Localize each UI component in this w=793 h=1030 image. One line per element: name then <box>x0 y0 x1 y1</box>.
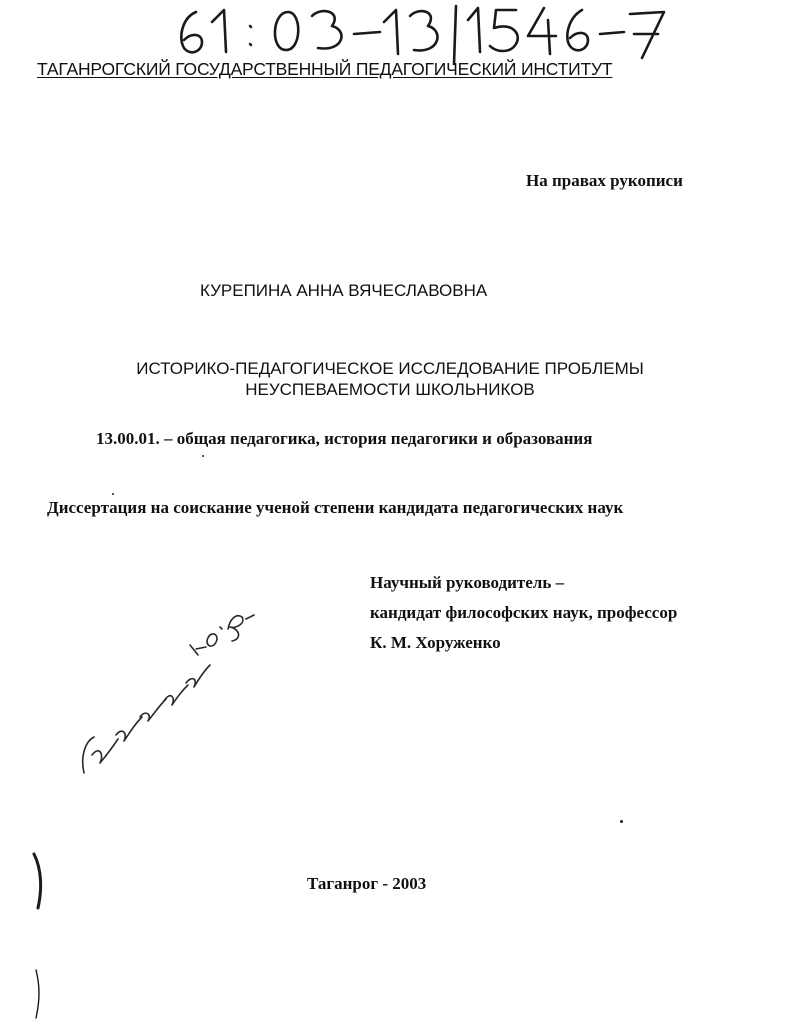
handwritten-archive-code <box>172 4 672 66</box>
scan-speck <box>202 455 204 457</box>
rights-note: На правах рукописи <box>526 171 683 190</box>
advisor-name: К. М. Хоруженко <box>370 633 501 652</box>
advisor-role: Научный руководитель – <box>370 573 565 592</box>
handwritten-signature <box>70 605 260 785</box>
institute-name: ТАГАНРОГСКИЙ ГОСУДАРСТВЕННЫЙ ПЕДАГОГИЧЕСКИЙ ИНСТИТУТ <box>37 59 613 79</box>
author-name: КУРЕПИНА АННА ВЯЧЕСЛАВОВНА <box>200 281 488 300</box>
scan-speck <box>620 820 623 823</box>
city-year: Таганрог - 2003 <box>307 874 427 893</box>
degree-statement: Диссертация на соискание ученой степени кандидата педагогических наук <box>47 498 624 517</box>
margin-scan-mark <box>28 850 50 1025</box>
dissertation-title <box>60 358 720 400</box>
title-line-1: ИСТОРИКО-ПЕДАГОГИЧЕСКОЕ ИССЛЕДОВАНИЕ ПРОБЛЕМЫ <box>136 359 644 378</box>
advisor-degree: кандидат философских наук, профессор <box>370 603 678 622</box>
specialty-code: 13.00.01. – общая педагогика, история педагогики и образования <box>96 429 593 448</box>
advisor-block <box>370 568 677 658</box>
scan-speck <box>112 493 114 495</box>
title-line-2: НЕУСПЕВАЕМОСТИ ШКОЛЬНИКОВ <box>245 380 535 399</box>
